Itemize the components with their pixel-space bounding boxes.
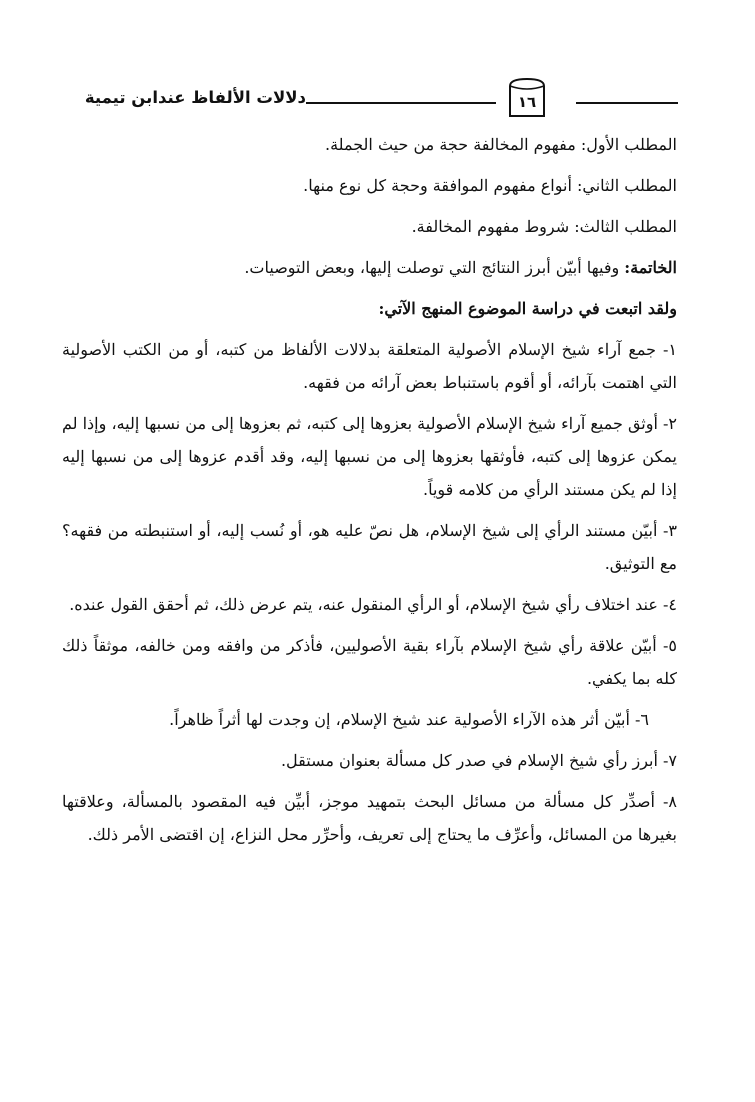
- paragraph: [62, 588, 677, 621]
- paragraph: [62, 251, 677, 284]
- paragraph: [62, 785, 677, 851]
- paragraph-text: ٧- أبرز رأي شيخ الإسلام في صدر كل مسألة بعنوان مستقل.: [280, 751, 677, 770]
- running-header: [58, 74, 678, 118]
- running-title: دلالات الألفاظ عندابن تيمية: [84, 88, 306, 107]
- paragraph: [62, 210, 677, 243]
- paragraph-text: ٢- أوثق جميع آراء شيخ الإسلام الأصولية بعزوها إلى كتبه، ثم بعزوها إلى من نسبها إليه، وإذا لم يمكن عزوها إلى كتبه، فأوثقها بعزوها إلى من نسبها إليه، وقد أقدم عزوها إلى من نسبها إليه إذا لم يكن مستند الرأي من كلامه قوياً.: [62, 414, 677, 499]
- paragraph: [62, 744, 677, 777]
- header-rule-right: [576, 102, 678, 104]
- paragraph-text: ٤- عند اختلاف رأي شيخ الإسلام، أو الرأي المنقول عنه، يتم عرض ذلك، ثم أحقق القول عنده.: [69, 595, 677, 614]
- paragraph-lead: ولقد اتبعت في دراسة الموضوع المنهج الآتي:: [378, 299, 677, 318]
- paragraph-text: المطلب الأول: مفهوم المخالفة حجة من حيث الجملة.: [325, 135, 677, 154]
- page-number-frame: [506, 76, 548, 120]
- paragraph-text: ٨- أصدِّر كل مسألة من مسائل البحث بتمهيد موجز، أبيِّن فيه المقصود بالمسألة، وعلاقتها بغيرها من المسائل، وأعرِّف ما يحتاج إلى تعريف، وأحرِّر محل النزاع، إن اقتضى الأمر ذلك.: [62, 792, 677, 844]
- paragraph-text: ٥- أبيّن علاقة رأي شيخ الإسلام بآراء بقية الأصوليين، فأذكر من وافقه ومن خالفه، موثقاً ذلك كله بما يكفي.: [62, 636, 677, 688]
- header-rule-left: [306, 102, 496, 104]
- paragraph: [62, 703, 677, 736]
- paragraph: [62, 407, 677, 506]
- page-number: ١٦: [517, 93, 537, 111]
- paragraph-lead: الخاتمة:: [624, 258, 677, 277]
- paragraph-text: المطلب الثاني: أنواع مفهوم الموافقة وحجة كل نوع منها.: [303, 176, 677, 195]
- paragraph-text: ٦- أبيّن أثر هذه الآراء الأصولية عند شيخ الإسلام، إن وجدت لها أثراً ظاهراً.: [169, 710, 649, 729]
- paragraph-text: وفيها أبيّن أبرز النتائج التي توصلت إليها، وبعض التوصيات.: [244, 258, 625, 277]
- paragraph: [62, 333, 677, 399]
- paragraph-text: ١- جمع آراء شيخ الإسلام الأصولية المتعلقة بدلالات الألفاظ من كتبه، أو من الكتب الأصولية التي اهتمت بآرائه، أو أقوم باستنباط بعض آرائه من فقهه.: [62, 340, 677, 392]
- paragraph: [62, 292, 677, 325]
- body-text: [62, 128, 677, 859]
- paragraph: [62, 514, 677, 580]
- paragraph-text: المطلب الثالث: شروط مفهوم المخالفة.: [411, 217, 677, 236]
- paragraph: [62, 128, 677, 161]
- paragraph-text: ٣- أبيّن مستند الرأي إلى شيخ الإسلام، هل نصّ عليه هو، أو نُسب إليه، أو استنبطته من فقهه؟ مع التوثيق.: [62, 521, 677, 573]
- paragraph: [62, 169, 677, 202]
- paragraph: [62, 629, 677, 695]
